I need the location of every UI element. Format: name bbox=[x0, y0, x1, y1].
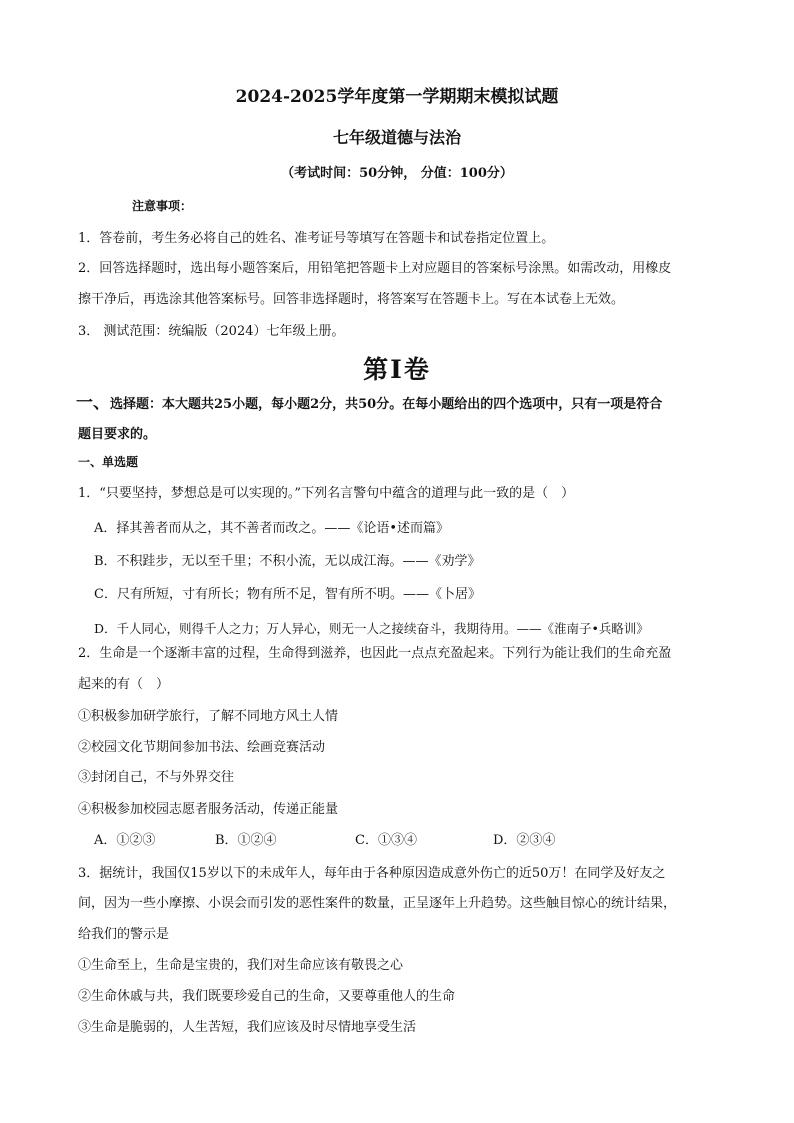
q3-stem-3: 给我们的警示是 bbox=[78, 927, 170, 942]
notice-item-2-cont: 擦干净后，再选涂其他答案标号。回答非选择题时，将答案写在答题卡上。写在本试卷上无效。 bbox=[78, 292, 625, 307]
exam-info: （考试时间：50分钟， 分值：100分） bbox=[281, 166, 513, 181]
q2-item-4: ④积极参加校园志愿者服务活动，传递正能量 bbox=[78, 802, 339, 817]
notice-item-3: 3． 测试范围：统编版（2024）七年级上册。 bbox=[78, 324, 345, 339]
q2-stem-1: 2．生命是一个逐渐丰富的过程，生命得到滋养，也因此一点点充盈起来。下列行为能让我们的生命充盈 bbox=[78, 646, 672, 661]
q2-stem-2: 起来的有（ ） bbox=[78, 677, 170, 692]
notice-heading: 注意事项： bbox=[132, 199, 193, 213]
q2-item-3: ③封闭自己，不与外界交往 bbox=[78, 770, 235, 785]
q3-item-2: ②生命休戚与共，我们既要珍爱自己的生命，又要尊重他人的生命 bbox=[78, 989, 456, 1004]
q1-stem: 1．“只要坚持，梦想总是可以实现的。”下列名言警句中蕴含的道理与此一致的是（ ） bbox=[78, 486, 575, 501]
part-intro-line-2: 题目要求的。 bbox=[78, 427, 157, 442]
q1-option-d: D．千人同心，则得千人之力；万人异心，则无一人之接续奋斗，我期待用。——《淮南子•兵略训》 bbox=[94, 621, 649, 636]
q3-item-3: ③生命是脆弱的，人生苦短，我们应该及时尽情地享受生活 bbox=[78, 1020, 417, 1035]
q2-item-1: ①积极参加研学旅行，了解不同地方风土人情 bbox=[78, 709, 339, 724]
q2-option-d: D．②③④ bbox=[493, 833, 556, 848]
q3-stem-1: 3．据统计，我国仅15岁以下的未成年人，每年由于各种原因造成意外伤亡的近50万！在同学及好友之 bbox=[78, 866, 666, 881]
section-juan: 第I卷 bbox=[363, 355, 431, 384]
q2-options bbox=[94, 832, 555, 850]
q1-option-b: B．不积跬步，无以至千里；不积小流，无以成江海。——《劝学》 bbox=[94, 554, 481, 569]
subject-title: 七年级道德与法治 bbox=[332, 128, 461, 147]
notice-item-2: 2．回答选择题时，选出每小题答案后，用铅笔把答题卡上对应题目的答案标号涂黑。如需改动，用橡皮 bbox=[78, 261, 672, 276]
sub-heading: 一、单选题 bbox=[78, 455, 139, 469]
q2-option-b: B．①②④ bbox=[215, 833, 277, 848]
exam-title: 2024-2025学年度第一学期期末模拟试题 bbox=[235, 87, 559, 107]
part-intro-text: 选择题：本大题共25小题，每小题2分，共50分。在每小题给出的四个选项中，只有一项是符合 bbox=[110, 397, 663, 412]
q1-option-a: A．择其善者而从之，其不善者而改之。——《论语•述而篇》 bbox=[94, 521, 450, 536]
q2-option-c: C．①③④ bbox=[355, 833, 417, 848]
q2-option-a: A．①②③ bbox=[94, 833, 156, 848]
q2-item-2: ②校园文化节期间参加书法、绘画竞赛活动 bbox=[78, 740, 326, 755]
q3-stem-2: 间，因为一些小摩擦、小误会而引发的恶性案件的数量，正呈逐年上升趋势。这些触目惊心的统计结果， bbox=[78, 896, 677, 911]
q3-item-1: ①生命至上，生命是宝贵的，我们对生命应该有敬畏之心 bbox=[78, 958, 404, 973]
notice-item-1: 1．答卷前，考生务必将自己的姓名、准考证号等填写在答题卡和试卷指定位置上。 bbox=[78, 231, 555, 246]
part-mark: 一、 bbox=[76, 393, 110, 413]
part-intro-line-1 bbox=[76, 394, 662, 414]
q1-option-c: C．尺有所短，寸有所长；物有所不足，智有所不明。——《卜居》 bbox=[94, 587, 481, 602]
